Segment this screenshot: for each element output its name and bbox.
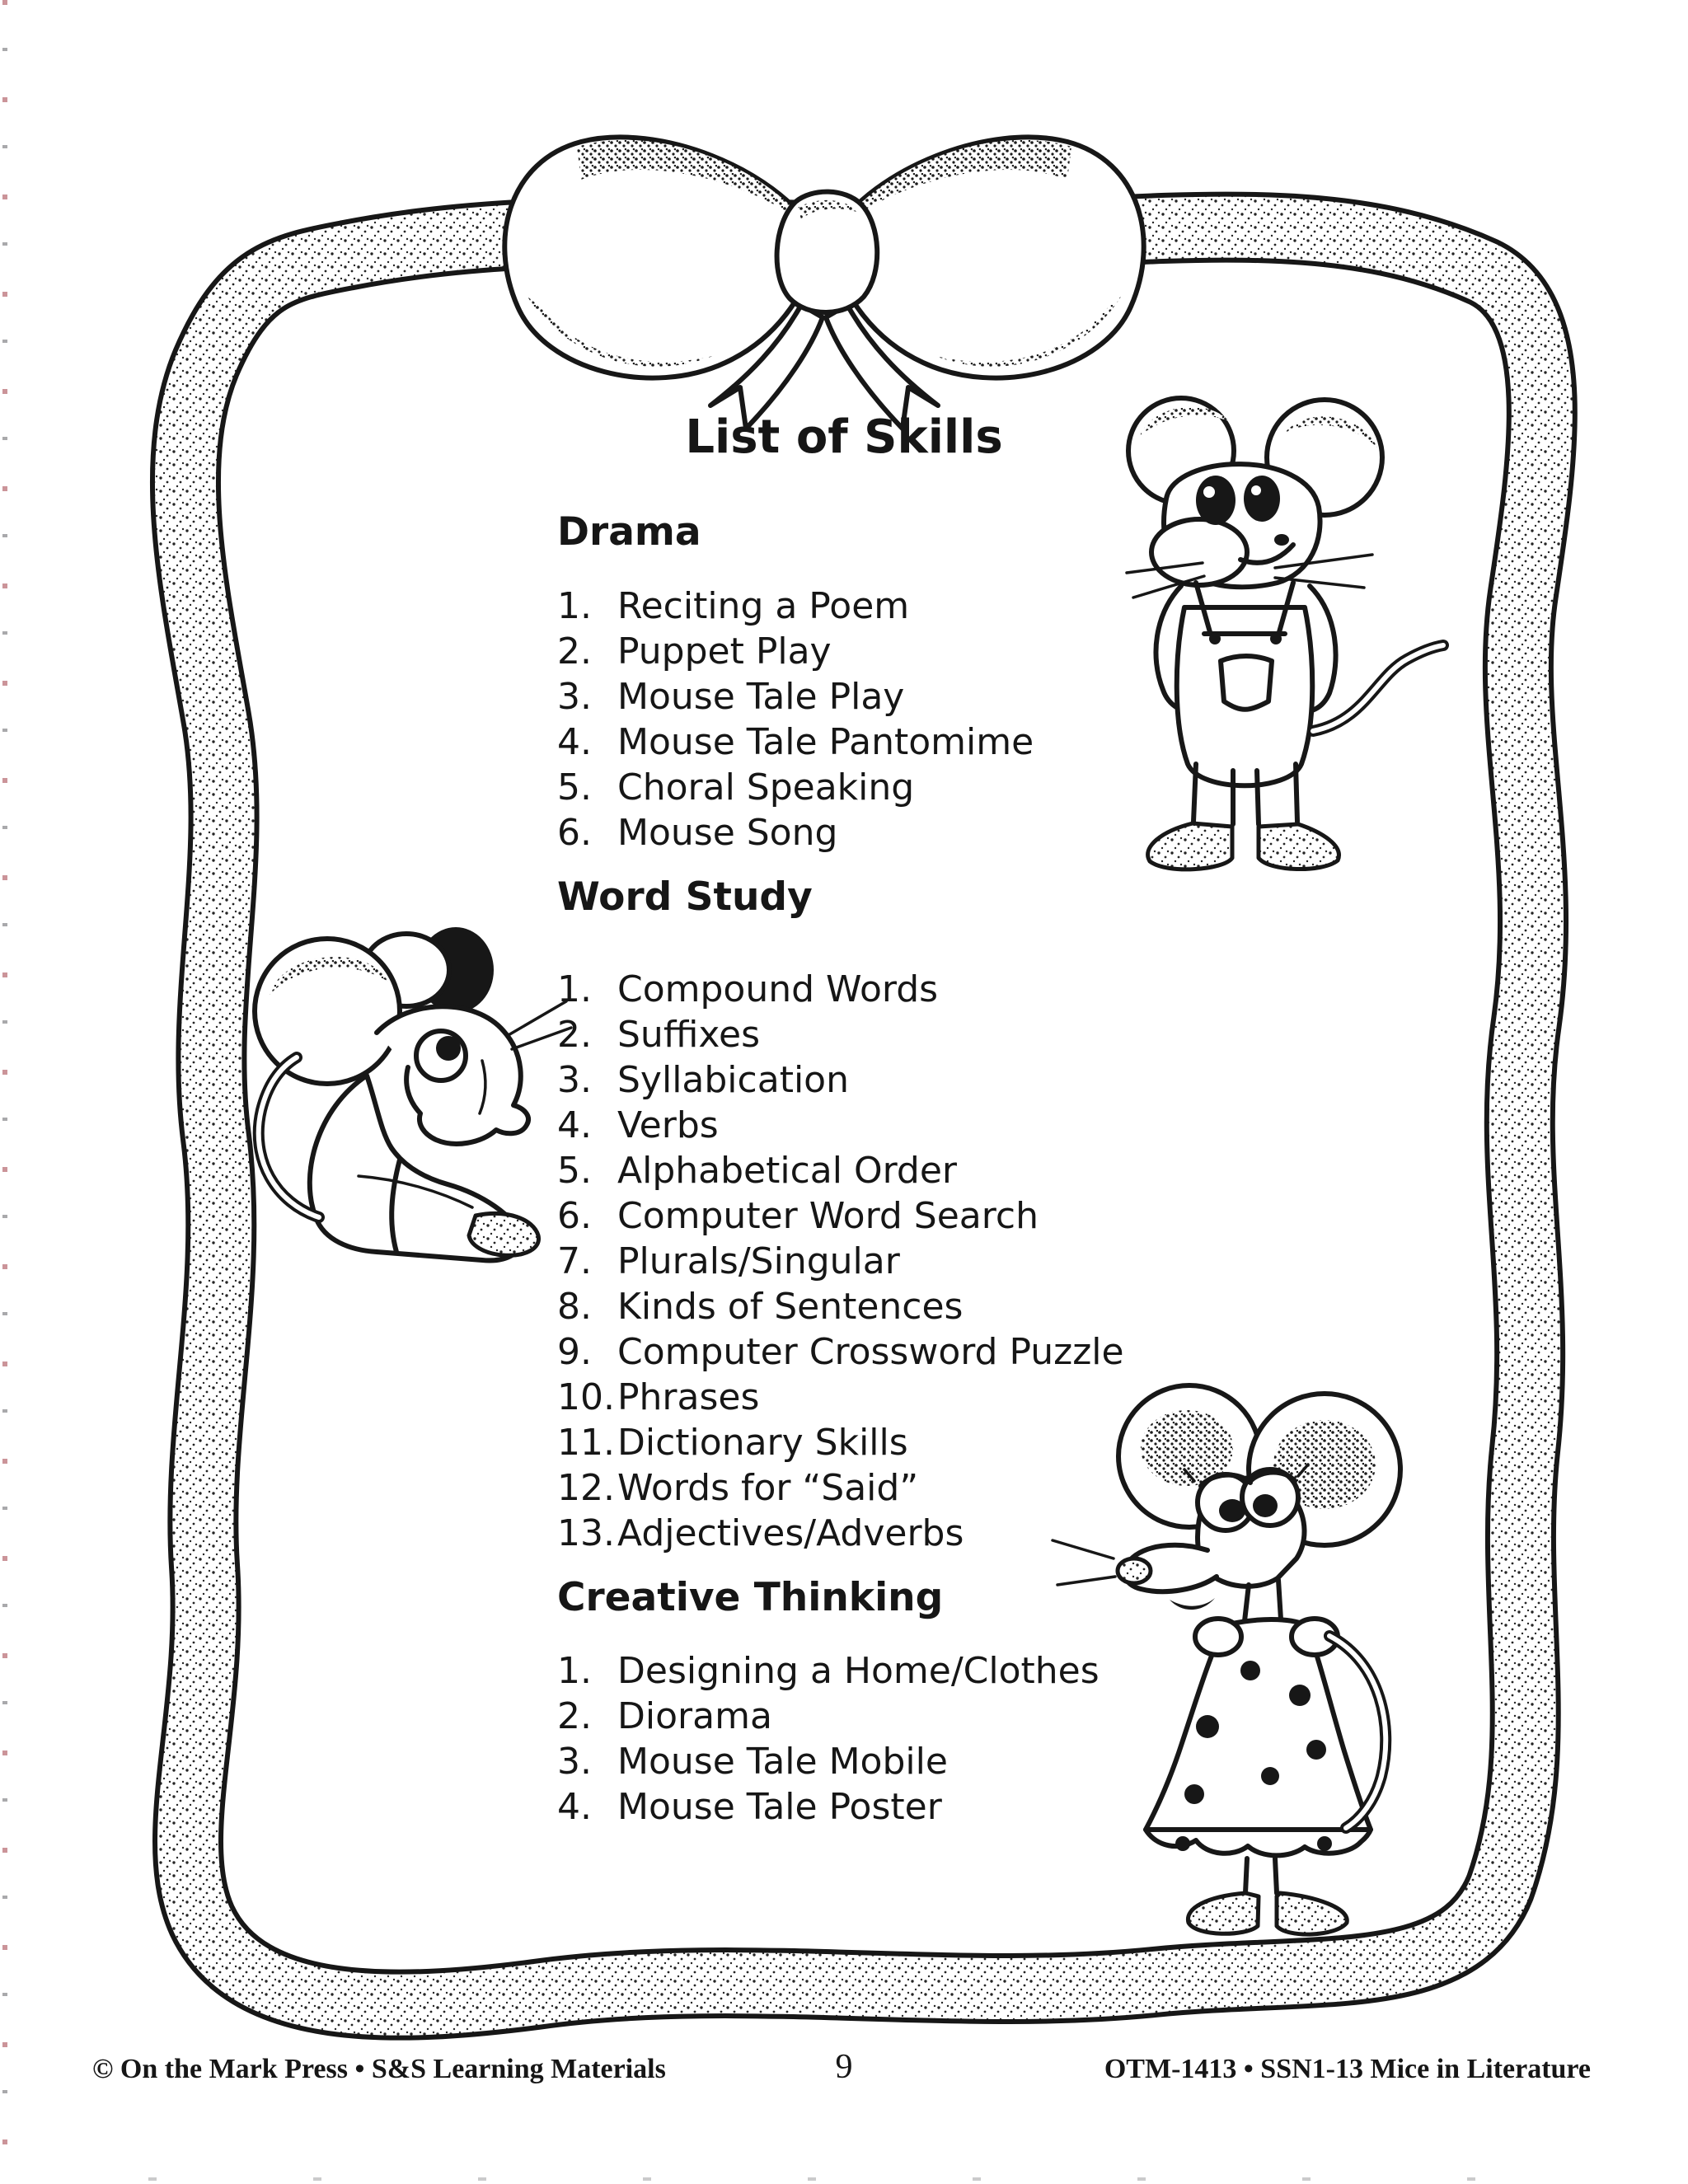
sitting-mouse-illustration xyxy=(255,927,571,1260)
list-item-label: Mouse Song xyxy=(617,812,838,854)
list-item-label: Words for “Said” xyxy=(617,1467,919,1509)
list-item-label: Diorama xyxy=(617,1695,772,1737)
section-heading-word-study: Word Study xyxy=(557,874,813,920)
list-item-label: Puppet Play xyxy=(617,630,832,673)
list-item-label: Alphabetical Order xyxy=(617,1150,957,1192)
list-item-label: Suffixes xyxy=(617,1014,761,1056)
list-item-number: 2. xyxy=(557,1014,592,1056)
section-heading-drama: Drama xyxy=(557,509,701,555)
list-item-label: Phrases xyxy=(617,1376,760,1418)
list-item-number: 12. xyxy=(557,1467,615,1509)
list-item xyxy=(557,1739,1100,1784)
list-item xyxy=(557,1239,1124,1284)
skill-list-drama xyxy=(557,583,1034,855)
list-item xyxy=(557,629,1034,674)
list-item-number: 10. xyxy=(557,1376,615,1418)
list-item-label: Designing a Home/Clothes xyxy=(617,1650,1100,1692)
list-item xyxy=(557,1329,1124,1375)
list-item-number: 6. xyxy=(557,1195,592,1237)
page-title: List of Skills xyxy=(685,410,1003,464)
list-item-label: Mouse Tale Pantomime xyxy=(617,721,1034,763)
boy-mouse-in-overalls-illustration xyxy=(1127,398,1443,869)
list-item xyxy=(557,1465,1124,1511)
list-item-label: Mouse Tale Play xyxy=(617,676,905,718)
section-heading-creative-thinking: Creative Thinking xyxy=(557,1575,944,1620)
list-item-number: 3. xyxy=(557,676,592,718)
list-item-label: Kinds of Sentences xyxy=(617,1286,964,1328)
list-item xyxy=(557,1193,1124,1239)
list-item-number: 1. xyxy=(557,585,592,627)
list-item xyxy=(557,1511,1124,1556)
list-item xyxy=(557,765,1034,810)
list-item-number: 6. xyxy=(557,812,592,854)
list-item xyxy=(557,1694,1100,1739)
list-item xyxy=(557,583,1034,629)
list-item-number: 11. xyxy=(557,1422,615,1464)
list-item-number: 1. xyxy=(557,1650,592,1692)
list-item xyxy=(557,1103,1124,1148)
list-item-label: Verbs xyxy=(617,1104,719,1146)
list-item-label: Compound Words xyxy=(617,968,939,1010)
list-item-label: Mouse Tale Poster xyxy=(617,1786,942,1828)
list-item-label: Adjectives/Adverbs xyxy=(617,1512,964,1554)
list-item xyxy=(557,1057,1124,1103)
footer-product-code: OTM-1413 • SSN1-13 Mice in Literature xyxy=(1104,2054,1591,2084)
list-item-label: Choral Speaking xyxy=(617,766,915,808)
list-item xyxy=(557,810,1034,855)
list-item-number: 2. xyxy=(557,1695,592,1737)
list-item-label: Computer Word Search xyxy=(617,1195,1039,1237)
scan-edge-marks-left xyxy=(2,0,7,2184)
skill-list-word-study xyxy=(557,967,1124,1556)
list-item-number: 9. xyxy=(557,1331,592,1373)
page-number: 9 xyxy=(835,2048,853,2086)
list-item-number: 8. xyxy=(557,1286,592,1328)
list-item-number: 4. xyxy=(557,1104,592,1146)
list-item-number: 13. xyxy=(557,1512,615,1554)
list-item-number: 5. xyxy=(557,1150,592,1192)
list-item-label: Plurals/Singular xyxy=(617,1240,900,1282)
list-item-label: Mouse Tale Mobile xyxy=(617,1741,948,1783)
list-item xyxy=(557,967,1124,1012)
list-item-label: Syllabication xyxy=(617,1059,849,1101)
footer-publisher: © On the Mark Press • S&S Learning Materials xyxy=(92,2054,666,2084)
list-item xyxy=(557,1420,1124,1465)
list-item-number: 7. xyxy=(557,1240,592,1282)
skill-list-creative-thinking xyxy=(557,1648,1100,1830)
list-item xyxy=(557,1784,1100,1830)
list-item-number: 2. xyxy=(557,630,592,673)
list-item xyxy=(557,1012,1124,1057)
list-item-number: 4. xyxy=(557,721,592,763)
list-item-number: 1. xyxy=(557,968,592,1010)
list-item xyxy=(557,1375,1124,1420)
list-item-number: 5. xyxy=(557,766,592,808)
list-item-number: 3. xyxy=(557,1059,592,1101)
list-item xyxy=(557,1648,1100,1694)
bow-illustration xyxy=(504,137,1143,429)
scan-edge-marks-bottom xyxy=(148,2177,1550,2181)
list-item xyxy=(557,1284,1124,1329)
list-item xyxy=(557,719,1034,765)
list-item-label: Dictionary Skills xyxy=(617,1422,908,1464)
list-item-number: 4. xyxy=(557,1786,592,1828)
list-item-label: Computer Crossword Puzzle xyxy=(617,1331,1124,1373)
list-item xyxy=(557,674,1034,719)
list-item-label: Reciting a Poem xyxy=(617,585,910,627)
list-item xyxy=(557,1148,1124,1193)
list-item-number: 3. xyxy=(557,1741,592,1783)
